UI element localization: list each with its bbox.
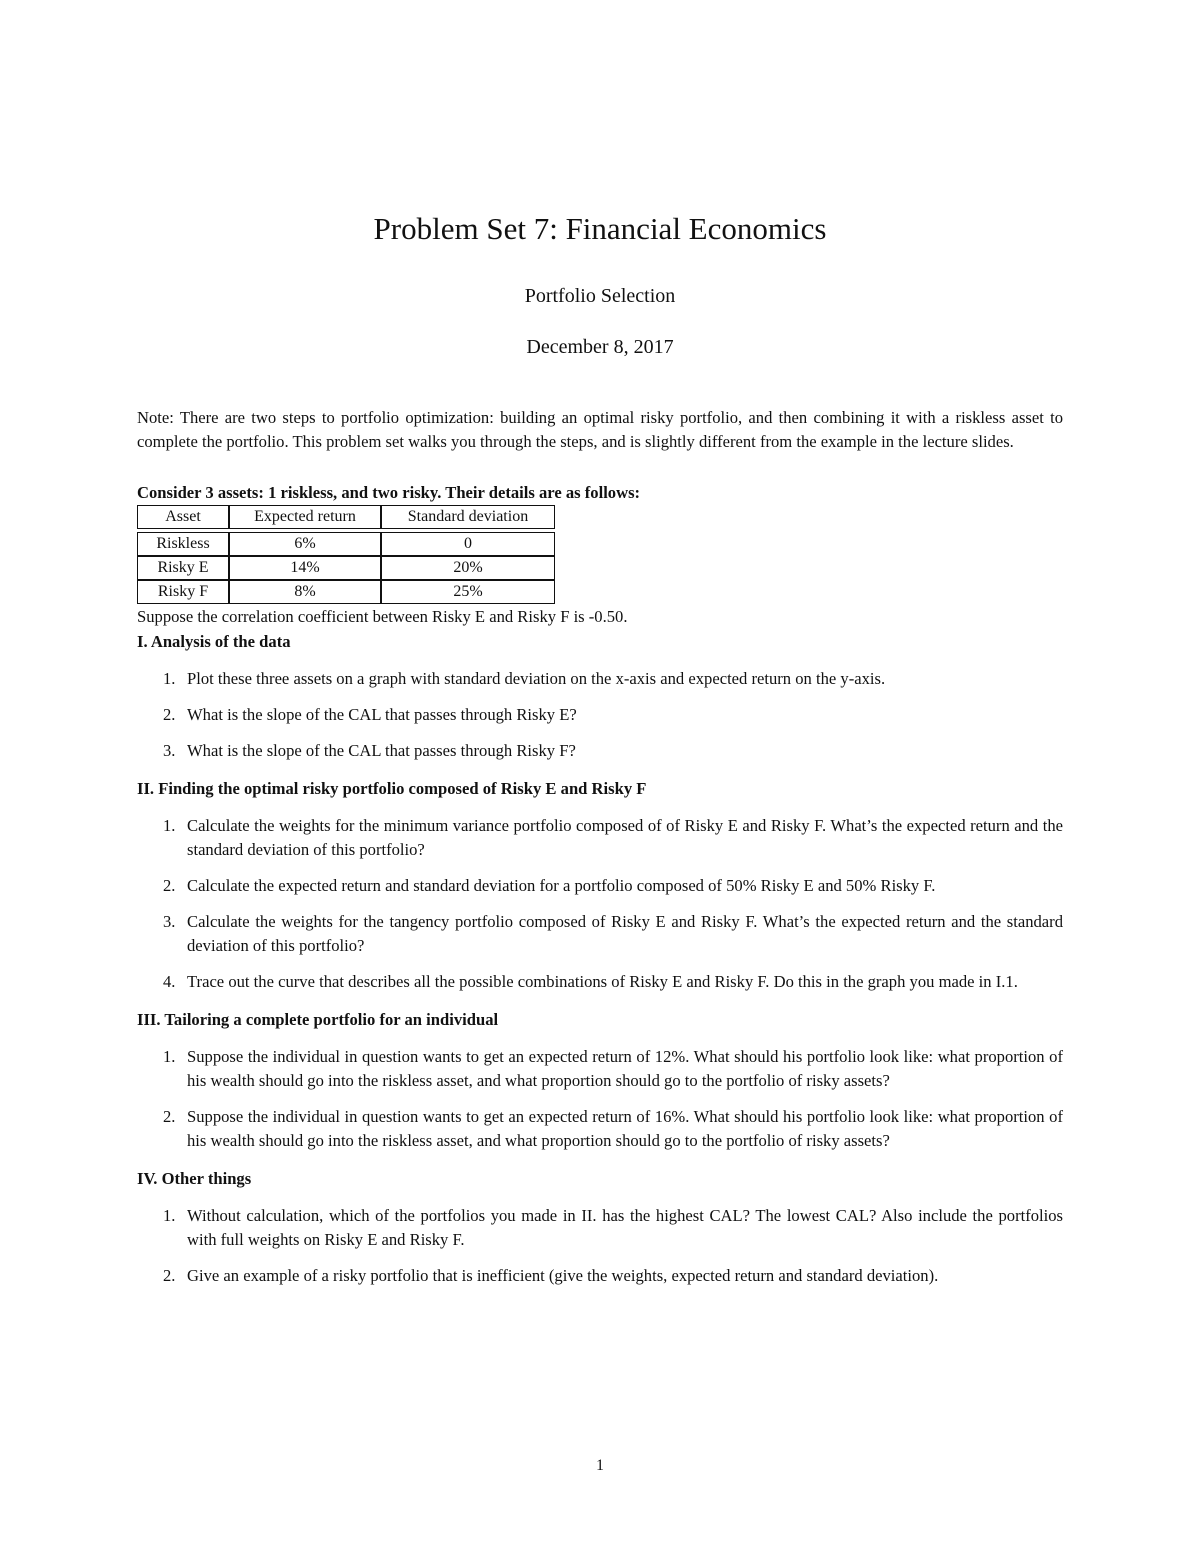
page-number: 1 bbox=[596, 1457, 604, 1474]
table-cell: Risky E bbox=[137, 556, 229, 580]
question-text: Calculate the weights for the minimum variance portfolio composed of of Risky E and Risky F. What’s the expected return and the standard deviation of this portfolio? bbox=[187, 816, 1063, 859]
question-item bbox=[137, 970, 1063, 994]
question-number: 1. bbox=[163, 816, 176, 835]
table-cell: Riskless bbox=[137, 532, 229, 556]
table-header-cell: Standard deviation bbox=[381, 505, 555, 529]
question-item bbox=[137, 874, 1063, 898]
table-cell: 0 bbox=[381, 532, 555, 556]
question-number: 1. bbox=[163, 669, 176, 688]
question-text: Calculate the expected return and standard deviation for a portfolio composed of 50% Risky E and 50% Risky F. bbox=[187, 876, 936, 895]
question-number: 1. bbox=[163, 1047, 176, 1066]
question-number: 1. bbox=[163, 1206, 176, 1225]
correlation-statement: Suppose the correlation coefficient between Risky E and Risky F is -0.50. bbox=[137, 607, 628, 626]
question-item bbox=[137, 1264, 1063, 1288]
question-text: Trace out the curve that describes all the possible combinations of Risky E and Risky F. Do this in the graph you made in I.1. bbox=[187, 972, 1018, 991]
table-row bbox=[137, 532, 555, 556]
question-item bbox=[137, 739, 1063, 763]
question-item bbox=[137, 1105, 1063, 1153]
table-header-cell: Expected return bbox=[229, 505, 381, 529]
question-item bbox=[137, 814, 1063, 862]
document-date: December 8, 2017 bbox=[526, 336, 674, 358]
question-item bbox=[137, 667, 1063, 691]
document-subtitle: Portfolio Selection bbox=[524, 285, 676, 307]
question-text: Without calculation, which of the portfolios you made in II. has the highest CAL? The lowest CAL? Also include the portfolios with full weights on Risky E and Risky F. bbox=[187, 1206, 1063, 1249]
section-heading-1: I. Analysis of the data bbox=[137, 632, 291, 651]
question-item bbox=[137, 703, 1063, 727]
question-text: Plot these three assets on a graph with standard deviation on the x-axis and expected return on the y-axis. bbox=[187, 669, 886, 688]
question-text: What is the slope of the CAL that passes through Risky F? bbox=[187, 741, 576, 760]
question-text: Suppose the individual in question wants to get an expected return of 16%. What should his portfolio look like: what proportion of his wealth should go into the riskless asset, and what proportion should go to the portfolio of risky assets? bbox=[187, 1107, 1063, 1150]
section-heading-3: III. Tailoring a complete portfolio for an individual bbox=[137, 1010, 499, 1029]
table-header-row bbox=[137, 505, 555, 529]
question-number: 3. bbox=[163, 741, 176, 760]
question-number: 2. bbox=[163, 876, 176, 895]
question-item bbox=[137, 1204, 1063, 1252]
table-cell: Risky F bbox=[137, 580, 229, 604]
question-number: 2. bbox=[163, 705, 176, 724]
document-body bbox=[137, 406, 1063, 1300]
question-number: 2. bbox=[163, 1107, 176, 1126]
table-cell: 6% bbox=[229, 532, 381, 556]
section-heading-4: IV. Other things bbox=[137, 1169, 252, 1188]
document-title: Problem Set 7: Financial Economics bbox=[373, 211, 827, 246]
question-number: 3. bbox=[163, 912, 176, 931]
note-paragraph: Note: There are two steps to portfolio optimization: building an optimal risky portfolio, and then combining it with a riskless asset to complete the portfolio. This problem set walks you through the steps, and is slightly different from the example in the lecture slides. bbox=[137, 408, 1063, 451]
question-text: What is the slope of the CAL that passes through Risky E? bbox=[187, 705, 577, 724]
question-list-2 bbox=[137, 814, 1063, 994]
assets-intro: Consider 3 assets: 1 riskless, and two risky. Their details are as follows: bbox=[137, 483, 641, 502]
question-list-4 bbox=[137, 1204, 1063, 1288]
question-text: Calculate the weights for the tangency portfolio composed of Risky E and Risky F. What’s the expected return and the standard deviation of this portfolio? bbox=[187, 912, 1063, 955]
question-list-3 bbox=[137, 1045, 1063, 1153]
question-number: 2. bbox=[163, 1266, 176, 1285]
table-row bbox=[137, 580, 555, 604]
table-row bbox=[137, 556, 555, 580]
section-heading-2: II. Finding the optimal risky portfolio composed of Risky E and Risky F bbox=[137, 779, 647, 798]
question-item bbox=[137, 910, 1063, 958]
table-cell: 14% bbox=[229, 556, 381, 580]
question-list-1 bbox=[137, 667, 1063, 763]
table-cell: 25% bbox=[381, 580, 555, 604]
table-cell: 8% bbox=[229, 580, 381, 604]
table-cell: 20% bbox=[381, 556, 555, 580]
question-number: 4. bbox=[163, 972, 176, 991]
table-header-cell: Asset bbox=[137, 505, 229, 529]
question-item bbox=[137, 1045, 1063, 1093]
question-text: Give an example of a risky portfolio that is inefficient (give the weights, expected return and standard deviation). bbox=[187, 1266, 939, 1285]
question-text: Suppose the individual in question wants to get an expected return of 12%. What should his portfolio look like: what proportion of his wealth should go into the riskless asset, and what proportion should go to the portfolio of risky assets? bbox=[187, 1047, 1063, 1090]
assets-table bbox=[137, 505, 555, 604]
